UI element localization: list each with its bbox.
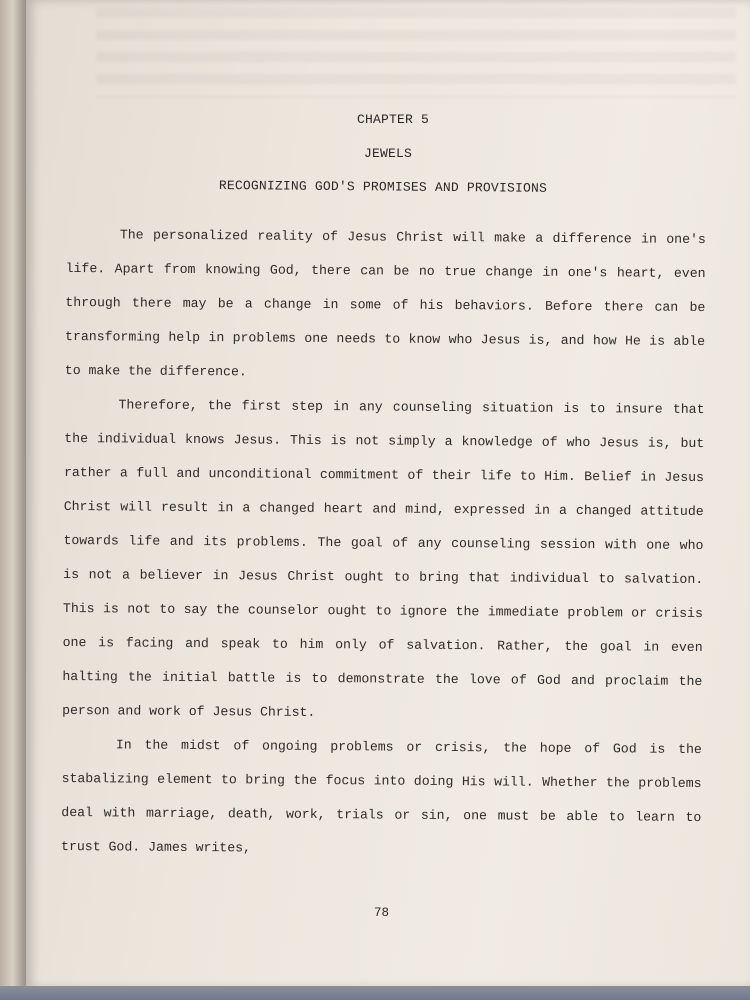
chapter-label: CHAPTER 5 [357,112,430,127]
section-heading: RECOGNIZING GOD'S PROMISES AND PROVISIONS [218,178,548,196]
body-text [61,218,706,869]
adjacent-page-edge [0,0,28,1000]
page-number: 78 [374,906,390,920]
paragraph: The personalized reality of Jesus Christ will make a difference in one's life. Apart from knowing God, there can be no true change in one's heart, even through there may be a change in some of his behaviors. Before there can be transforming help in problems one needs to know who Jesus is, and how He is able to make the difference. [64,227,706,380]
bleed-through-text [96,8,736,98]
chapter-title: JEWELS [364,146,413,161]
book-cover-edge [0,986,750,1000]
paragraph: In the midst of ongoing problems or crisis, the hope of God is the stabalizing element to bring the focus into doing His will. Whether the problems deal with marriage, death, work, trials or sin, one must be able to learn to trust God. James writes, [61,737,702,856]
paragraph: Therefore, the first step in any counseling situation is to insure that the individual knows Jesus. This is not simply a knowledge of who Jesus is, but rather a full and unconditional commitment of their life to Him. Belief in Jesus Christ will result in a changed heart and mind, expressed in a changed attitude towards life and its problems. The goal of any counseling session with one who is not a believer in Jesus Christ ought to bring that individual to salvation. This is not to say the counselor ought to ignore the immediate problem or crisis one is facing and speak to him only of salvation. Rather, the goal in even halting the initial battle is to demonstrate the love of God and proclaim the person and work of Jesus Christ. [62,397,705,720]
